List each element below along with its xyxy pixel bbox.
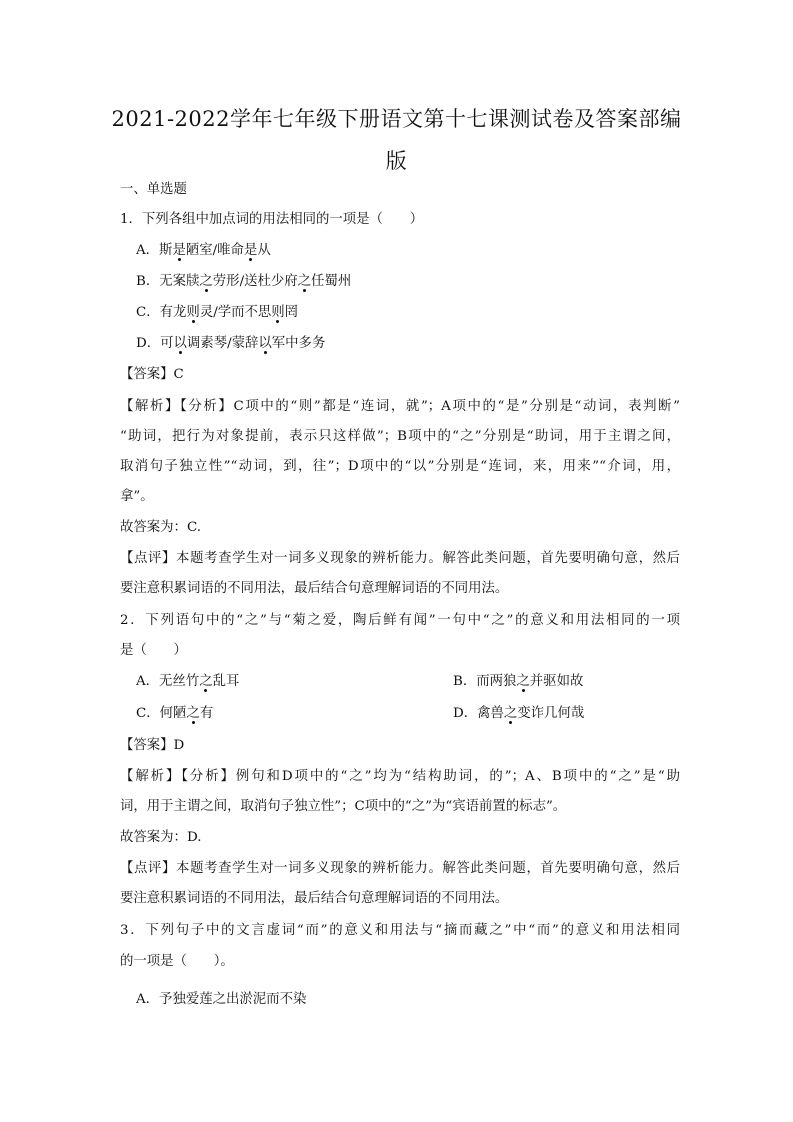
q1-analysis-line-2: “助词，把行为对象提前，表示只这样做”；B项中的“之”分别是“助词，用于主谓之间，: [120, 429, 680, 444]
q2-option-b: B．而两狼之并驱如故: [453, 674, 584, 689]
q3-stem-line-1: 3．下列句子中的文言虚词“而”的意义和用法与“摘而藏之”中“而”的意义和用法相同: [120, 923, 680, 938]
dotted-char: 之: [186, 706, 200, 721]
q1-answer: 【答案】C: [120, 367, 184, 382]
q1-option-b: B．无案牍之劳形/送杜少府之任蜀州: [136, 274, 352, 289]
dotted-char: 之: [503, 706, 518, 721]
q2-option-a: A．无丝竹之乱耳: [136, 674, 240, 689]
q1-final-answer: 故答案为：C.: [120, 520, 201, 535]
q2-analysis-line-2: 词，用于主谓之间，取消句子独立性”；C项中的“之”为“宾语前置的标志”。: [120, 799, 567, 814]
dotted-char: 以: [173, 336, 187, 351]
q3-stem-line-2: 的一项是（ ）。: [120, 954, 234, 969]
q1-comment-line-2: 要注意积累词语的不同用法，最后结合句意理解词语的不同用法。: [120, 581, 509, 596]
q2-comment-line-2: 要注意积累词语的不同用法，最后结合句意理解词语的不同用法。: [120, 891, 509, 906]
q1-stem: 1．下列各组中加点词的用法相同的一项是（ ）: [120, 212, 424, 227]
q1-option-c: C．有龙则灵/学而不思则罔: [136, 305, 299, 320]
q3-option-a: A．予独爱莲之出淤泥而不染: [136, 992, 307, 1007]
dotted-char: 之: [199, 274, 213, 289]
q1-analysis-line-4: 拿”。: [120, 489, 154, 504]
dotted-char: 则: [186, 305, 200, 320]
dotted-char: 之: [516, 674, 530, 689]
q2-stem-line-2: 是（ ）: [120, 643, 187, 658]
q2-answer: 【答案】D: [120, 738, 185, 753]
dotted-char: 以: [258, 336, 272, 351]
q2-comment-line-1: 【点评】本题考查学生对一词多义现象的辨析能力。解答此类问题，首先要明确句意，然后: [120, 861, 680, 876]
section-heading: 一、单选题: [120, 182, 187, 197]
q1-analysis-line-1: 【解析】【分析】C项中的“则”都是“连词，就”；A项中的“是”分别是“动词，表判断”: [120, 399, 680, 414]
q1-option-a: A．斯是陋室/唯命是从: [136, 243, 271, 258]
dotted-char: 则: [271, 305, 285, 320]
q1-comment-line-1: 【点评】本题考查学生对一词多义现象的辨析能力。解答此类问题，首先要明确句意，然后: [120, 551, 680, 566]
dotted-char: 之: [199, 674, 213, 689]
q2-stem-line-1: 2．下列语句中的“之”与“菊之爱，陶后鲜有闻”一句中“之”的意义和用法相同的一项: [120, 613, 680, 628]
q2-option-d: D．禽兽之变诈几何哉: [453, 706, 585, 721]
title-line-2: 版: [385, 149, 408, 173]
dotted-char: 之: [297, 274, 312, 289]
q1-option-d: D．可以调素琴/蒙辞以军中多务: [136, 336, 326, 351]
document-title: [110, 98, 683, 182]
q2-option-c: C．何陋之有: [136, 706, 214, 721]
dotted-char: 是: [172, 243, 186, 258]
dotted-char: 是: [243, 243, 258, 258]
q2-final-answer: 故答案为：D.: [120, 830, 202, 845]
q2-analysis-line-1: 【解析】【分析】例句和D项中的“之”均为“结构助词，的”；A、B项中的“之”是“助: [120, 769, 680, 784]
q1-analysis-line-3: 取消句子独立性”“动词，到，往”；D项中的“以”分别是“连词，来，用来”“介词，用，: [120, 459, 680, 474]
title-line-1: 2021-2022学年七年级下册语文第十七课测试卷及答案部编: [111, 107, 682, 131]
